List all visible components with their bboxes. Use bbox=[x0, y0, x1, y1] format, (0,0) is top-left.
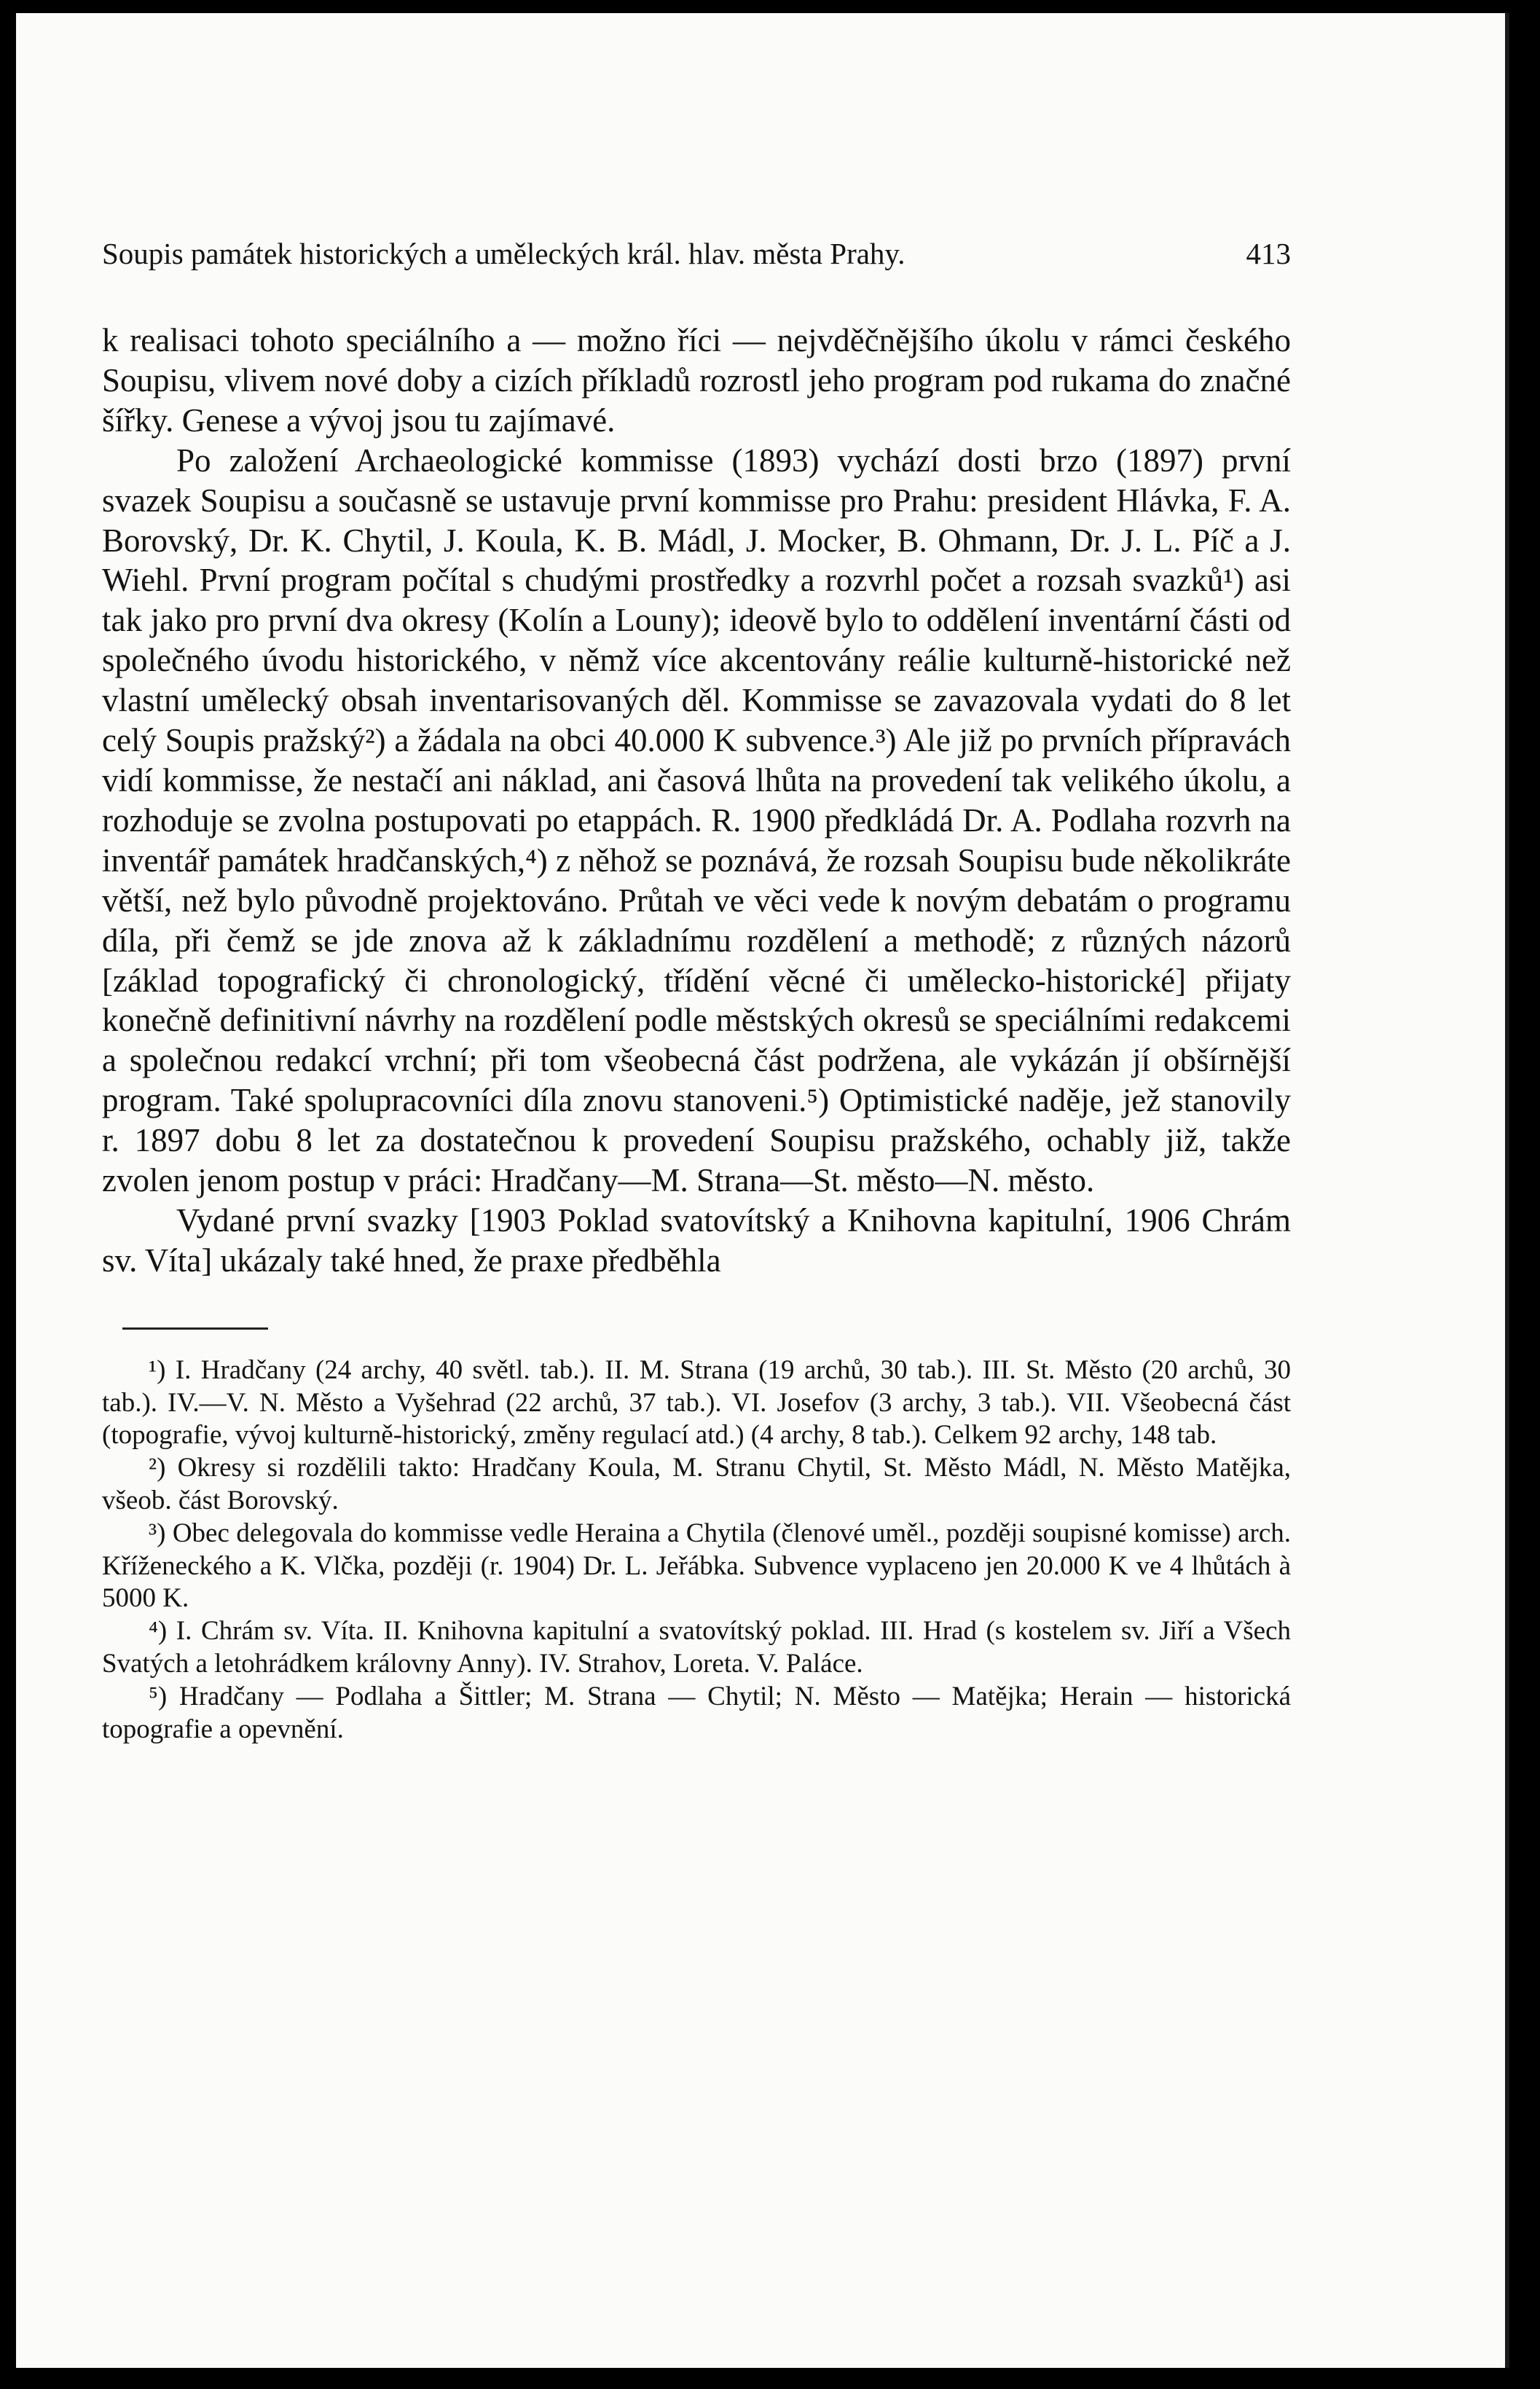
footnote-5: ⁵) Hradčany — Podlaha a Šittler; M. Strana — Chytil; N. Město — Matějka; Herain — historická topografie a opevnění. bbox=[102, 1681, 1291, 1744]
paragraph-commission-history: Po založení Archaeologické kommisse (1893) vychází dosti brzo (1897) první svazek Soupisu a současně se ustavuje první kommisse pro Prahu: president Hlávka, F. A. Borovský, Dr. K. Chytil, J. Koula, K. B. Mádl, J. Mocker, B. Ohmann, Dr. J. L. Píč a J. Wiehl. První program počítal s chudými prostředky a rozvrhl počet a rozsah svazků¹) asi tak jako pro první dva okresy (Kolín a Louny); ideově bylo to oddělení inventární části od společného úvodu historického, v němž více akcentovány reálie kulturně-historické než vlastní umělecký obsah inventarisovaných děl. Kommisse se zavazovala vydati do 8 let celý Soupis pražský²) a žádala na obci 40.000 K subvence.³) Ale již po prvních přípravách vidí kommisse, že nestačí ani náklad, ani časová lhůta na provedení tak velikého úkolu, a rozhoduje se zvolna postupovati po etappách. R. 1900 předkládá Dr. A. Podlaha rozvrh na inventář památek hradčanských,⁴) z něhož se poznává, že rozsah Soupisu bude několikráte větší, než bylo původně projektováno. Průtah ve věci vede k novým debatám o programu díla, při čemž se jde znova až k základnímu rozdělení a methodě; z různých názorů [základ topografický či chronologický, třídění věcné či umělecko-historické] přijaty konečně definitivní návrhy na rozdělení podle městských okresů se speciálními redakcemi a společnou redakcí vrchní; při tom všeobecná část podržena, ale vykázán jí obšírnější program. Také spolupracovníci díla znovu stanoveni.⁵) Optimistické naděje, jež stanovily r. 1897 dobu 8 let za dostatečnou k provedení Soupisu pražského, ochably již, takže zvolen jenom postup v práci: Hradčany—M. Strana—St. město—N. město. bbox=[102, 442, 1291, 1199]
page-content bbox=[102, 232, 1291, 1746]
paragraph-published-volumes: Vydané první svazky [1903 Poklad svatovítský a Knihovna kapitulní, 1906 Chrám sv. Víta] ukázaly také hned, že praxe předběhla bbox=[102, 1201, 1291, 1279]
running-header bbox=[102, 232, 1291, 275]
footnote-1: ¹) I. Hradčany (24 archy, 40 světl. tab.). II. M. Strana (19 archů, 30 tab.). III. St. Město (20 archů, 30 tab.). IV.—V. N. Město a Vyšehrad (22 archů, 37 tab.). VI. Josefov (3 archy, 3 tab.). VII. Všeobecná část (topografie, vývoj kulturně-historický, změny regulací atd.) (4 archy, 8 tab.). Celkem 92 archy, 148 tab. bbox=[102, 1354, 1291, 1451]
footnote-divider bbox=[122, 1327, 268, 1330]
body-text bbox=[102, 321, 1291, 1281]
footnote-4: ⁴) I. Chrám sv. Víta. II. Knihovna kapitulní a svatovítský poklad. III. Hrad (s kostelem sv. Jiří a Všech Svatých a letohrádkem královny Anny). IV. Strahov, Loreta. V. Paláce. bbox=[102, 1616, 1291, 1679]
paragraph-continued: k realisaci tohoto speciálního a — možno říci — nejvděčnějšího úkolu v rámci českého Soupisu, vlivem nové doby a cizích příkladů rozrostl jeho program pod rukama do značné šířky. Genese a vývoj jsou tu zajímavé. bbox=[102, 322, 1291, 439]
footnote-3: ³) Obec delegovala do kommisse vedle Heraina a Chytila (členové uměl., později soupisné komisse) arch. Kříženeckého a K. Vlčka, později (r. 1904) Dr. L. Jeřábka. Subvence vyplaceno jen 20.000 K ve 4 lhůtách à 5000 K. bbox=[102, 1518, 1291, 1614]
page-edge-shadow bbox=[1505, 13, 1509, 2368]
running-title: Soupis památek historických a uměleckých král. hlav. města Prahy. bbox=[102, 237, 905, 270]
footnotes bbox=[102, 1354, 1291, 1746]
scanned-page bbox=[16, 13, 1509, 2368]
page-number: 413 bbox=[1246, 237, 1291, 270]
footnote-2: ²) Okresy si rozdělili takto: Hradčany Koula, M. Stranu Chytil, St. Město Mádl, N. Město Matějka, všeob. část Borovský. bbox=[102, 1453, 1291, 1515]
